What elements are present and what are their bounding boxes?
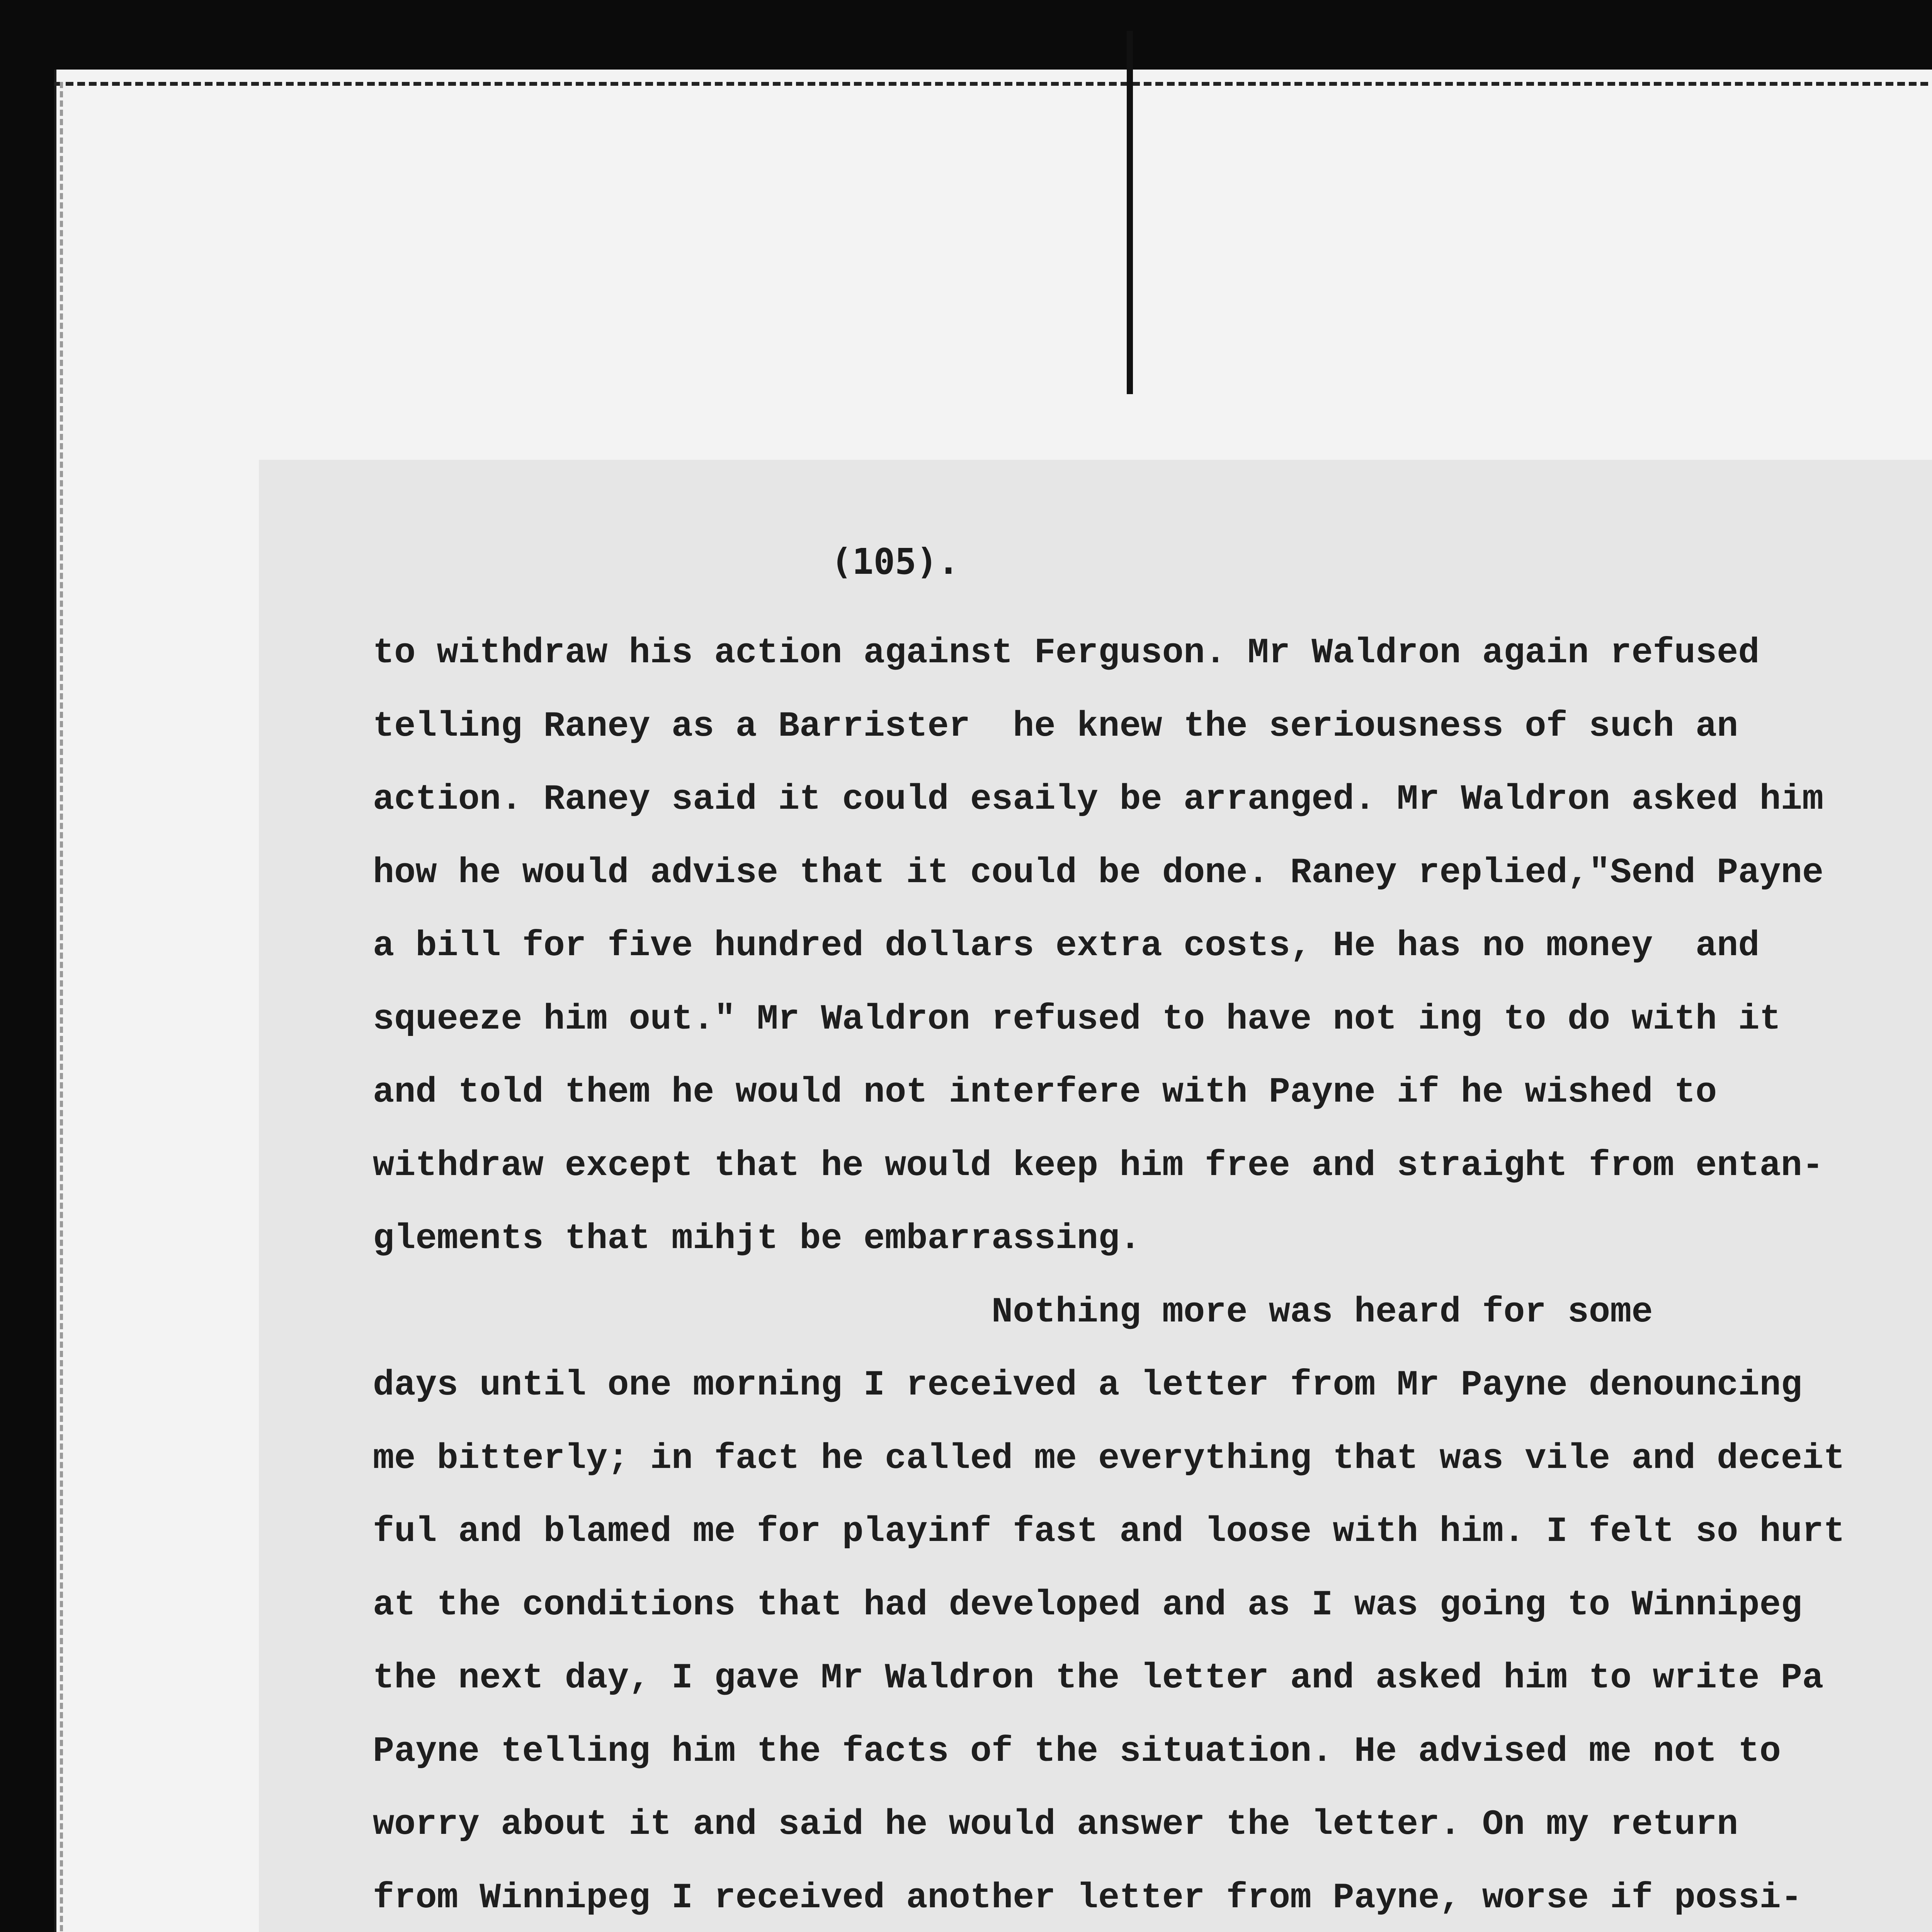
text-line: ful and blamed me for playinf fast and loose with him. I felt so hurt bbox=[373, 1511, 1845, 1552]
text-line: at the conditions that had developed and as I was going to Winnipeg bbox=[373, 1584, 1803, 1625]
text-line: days until one morning I received a letter from Mr Payne denouncing bbox=[373, 1365, 1803, 1405]
text-line: withdraw except that he would keep him free and straight from entan- bbox=[373, 1145, 1824, 1186]
text-line: Nothing more was heard for some bbox=[373, 1291, 1653, 1332]
text-line: from Winnipeg I received another letter from Payne, worse if possi- bbox=[373, 1877, 1803, 1918]
dashed-border-top bbox=[54, 82, 1932, 86]
text-line: Payne telling him the facts of the situation. He advised me not to bbox=[373, 1731, 1781, 1772]
text-line: and told them he would not interfere with Payne if he wished to bbox=[373, 1072, 1717, 1112]
text-line: action. Raney said it could esaily be arranged. Mr Waldron asked him bbox=[373, 779, 1824, 820]
text-line: glements that mihjt be embarrassing. bbox=[373, 1218, 1141, 1259]
dashed-border-left bbox=[60, 82, 63, 1932]
text-line: how he would advise that it could be done. Raney replied,"Send Payne bbox=[373, 852, 1824, 893]
text-line: a bill for five hundred dollars extra costs, He has no money and bbox=[373, 925, 1760, 966]
center-divider-line bbox=[1127, 31, 1133, 394]
text-line: squeeze him out." Mr Waldron refused to have not ing to do with it bbox=[373, 998, 1781, 1039]
text-line: the next day, I gave Mr Waldron the letter and asked him to write Pa bbox=[373, 1658, 1824, 1698]
text-line: telling Raney as a Barrister he knew the seriousness of such an bbox=[373, 706, 1738, 747]
text-line: to withdraw his action against Ferguson. Mr Waldron again refused bbox=[373, 633, 1760, 673]
page-number: (105). bbox=[831, 541, 959, 582]
text-line: worry about it and said he would answer the letter. On my return bbox=[373, 1804, 1738, 1845]
document-body-text bbox=[373, 616, 1845, 1932]
text-line: me bitterly; in fact he called me everything that was vile and deceit bbox=[373, 1438, 1845, 1479]
